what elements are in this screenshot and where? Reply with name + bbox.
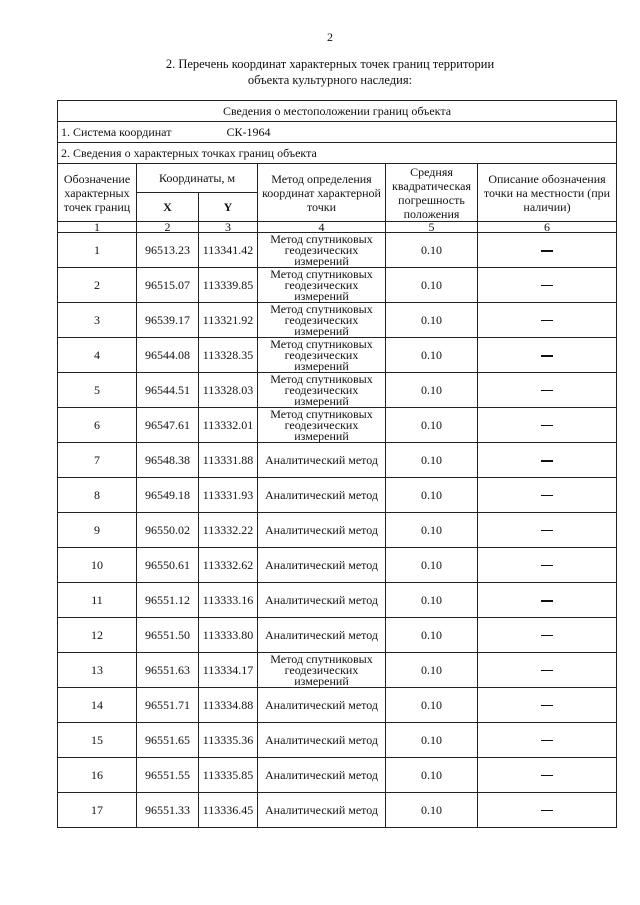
page-number: 2 [327, 30, 333, 44]
accuracy-cell: 0.10 [386, 793, 478, 828]
method-cell: Аналитический метод [258, 513, 386, 548]
empty-dash [541, 495, 553, 496]
y-coordinate: 113334.88 [199, 688, 258, 723]
heading-line-2: объекта культурного наследия: [247, 73, 413, 87]
x-coordinate: 96551.65 [137, 723, 199, 758]
empty-dash [541, 565, 553, 566]
point-number: 8 [58, 478, 137, 513]
x-coordinate: 96548.38 [137, 443, 199, 478]
header-designation: Обозначение характерных точек границ [58, 164, 137, 222]
y-coordinate: 113328.03 [199, 373, 258, 408]
column-number-1: 1 [58, 222, 137, 233]
description-cell [478, 548, 617, 583]
document-heading [0, 56, 640, 88]
method-cell: Аналитический метод [258, 758, 386, 793]
method-cell: Аналитический метод [258, 478, 386, 513]
accuracy-cell: 0.10 [386, 338, 478, 373]
y-coordinate: 113328.35 [199, 338, 258, 373]
empty-dash [541, 810, 553, 811]
y-coordinate: 113333.16 [199, 583, 258, 618]
table-row [58, 303, 617, 338]
x-coordinate: 96544.08 [137, 338, 199, 373]
header-accuracy: Средняя квадратическая погрешность положения [386, 164, 478, 222]
point-number: 11 [58, 583, 137, 618]
method-cell: Метод спутниковых геодезических измерений [258, 408, 386, 443]
empty-dash [541, 460, 553, 462]
point-number: 2 [58, 268, 137, 303]
point-number: 15 [58, 723, 137, 758]
method-cell: Аналитический метод [258, 688, 386, 723]
description-cell [478, 443, 617, 478]
column-number-3: 3 [199, 222, 258, 233]
empty-dash [541, 705, 553, 706]
point-number: 6 [58, 408, 137, 443]
header-coordinates: Координаты, м [137, 164, 258, 193]
accuracy-cell: 0.10 [386, 548, 478, 583]
table-row [58, 233, 617, 268]
accuracy-cell: 0.10 [386, 723, 478, 758]
y-coordinate: 113333.80 [199, 618, 258, 653]
accuracy-cell: 0.10 [386, 688, 478, 723]
description-cell [478, 513, 617, 548]
column-number-2: 2 [137, 222, 199, 233]
accuracy-cell: 0.10 [386, 513, 478, 548]
y-coordinate: 113341.42 [199, 233, 258, 268]
accuracy-cell: 0.10 [386, 443, 478, 478]
table-row [58, 583, 617, 618]
description-cell [478, 478, 617, 513]
description-cell [478, 408, 617, 443]
empty-dash [541, 425, 553, 426]
accuracy-cell: 0.10 [386, 478, 478, 513]
y-coordinate: 113336.45 [199, 793, 258, 828]
coordinate-system-row [58, 122, 617, 143]
method-cell: Метод спутниковых геодезических измерений [258, 373, 386, 408]
x-coordinate: 96550.61 [137, 548, 199, 583]
table-row [58, 268, 617, 303]
empty-dash [541, 530, 553, 531]
x-coordinate: 96551.50 [137, 618, 199, 653]
accuracy-cell: 0.10 [386, 758, 478, 793]
description-cell [478, 688, 617, 723]
description-cell [478, 793, 617, 828]
point-number: 10 [58, 548, 137, 583]
description-cell [478, 618, 617, 653]
table-row [58, 618, 617, 653]
table-row [58, 793, 617, 828]
points-section-label: 2. Сведения о характерных точках границ объекта [58, 143, 617, 164]
header-description: Описание обозначения точки на местности (при наличии) [478, 164, 617, 222]
method-cell: Аналитический метод [258, 583, 386, 618]
method-cell: Аналитический метод [258, 723, 386, 758]
table-row [58, 513, 617, 548]
x-coordinate: 96551.63 [137, 653, 199, 688]
table-row [58, 478, 617, 513]
x-coordinate: 96547.61 [137, 408, 199, 443]
empty-dash [541, 285, 553, 286]
method-cell: Метод спутниковых геодезических измерений [258, 653, 386, 688]
table-row [58, 338, 617, 373]
column-number-5: 5 [386, 222, 478, 233]
x-coordinate: 96513.23 [137, 233, 199, 268]
method-cell: Метод спутниковых геодезических измерений [258, 303, 386, 338]
table-row [58, 443, 617, 478]
header-method: Метод определения координат характерной точки [258, 164, 386, 222]
x-coordinate: 96550.02 [137, 513, 199, 548]
coordinate-system-value: СК-1964 [226, 124, 271, 139]
description-cell [478, 303, 617, 338]
method-cell: Аналитический метод [258, 548, 386, 583]
point-number: 9 [58, 513, 137, 548]
table-row [58, 408, 617, 443]
heading-line-1: 2. Перечень координат характерных точек границ территории [165, 57, 495, 71]
accuracy-cell: 0.10 [386, 618, 478, 653]
y-coordinate: 113339.85 [199, 268, 258, 303]
table-row [58, 723, 617, 758]
y-coordinate: 113332.01 [199, 408, 258, 443]
boundary-points-table [57, 100, 617, 828]
x-coordinate: 96551.12 [137, 583, 199, 618]
method-cell: Аналитический метод [258, 793, 386, 828]
x-coordinate: 96544.51 [137, 373, 199, 408]
description-cell [478, 338, 617, 373]
x-coordinate: 96551.33 [137, 793, 199, 828]
table-row [58, 653, 617, 688]
point-number: 5 [58, 373, 137, 408]
y-coordinate: 113335.36 [199, 723, 258, 758]
y-coordinate: 113332.62 [199, 548, 258, 583]
empty-dash [541, 320, 553, 321]
y-coordinate: 113335.85 [199, 758, 258, 793]
description-cell [478, 653, 617, 688]
description-cell [478, 233, 617, 268]
accuracy-cell: 0.10 [386, 408, 478, 443]
header-x: X [137, 193, 199, 222]
y-coordinate: 113331.88 [199, 443, 258, 478]
x-coordinate: 96551.71 [137, 688, 199, 723]
description-cell [478, 723, 617, 758]
description-cell [478, 758, 617, 793]
empty-dash [541, 250, 553, 252]
description-cell [478, 373, 617, 408]
empty-dash [541, 740, 553, 741]
column-number-6: 6 [478, 222, 617, 233]
empty-dash [541, 390, 553, 391]
accuracy-cell: 0.10 [386, 583, 478, 618]
point-number: 1 [58, 233, 137, 268]
point-number: 16 [58, 758, 137, 793]
y-coordinate: 113331.93 [199, 478, 258, 513]
table-row [58, 548, 617, 583]
accuracy-cell: 0.10 [386, 233, 478, 268]
point-number: 14 [58, 688, 137, 723]
accuracy-cell: 0.10 [386, 653, 478, 688]
column-number-4: 4 [258, 222, 386, 233]
method-cell: Метод спутниковых геодезических измерений [258, 268, 386, 303]
point-number: 7 [58, 443, 137, 478]
method-cell: Аналитический метод [258, 618, 386, 653]
method-cell: Метод спутниковых геодезических измерений [258, 338, 386, 373]
table-row [58, 688, 617, 723]
y-coordinate: 113334.17 [199, 653, 258, 688]
empty-dash [541, 355, 553, 357]
point-number: 3 [58, 303, 137, 338]
table-row [58, 758, 617, 793]
section-title: Сведения о местоположении границ объекта [58, 101, 617, 122]
point-number: 12 [58, 618, 137, 653]
x-coordinate: 96549.18 [137, 478, 199, 513]
description-cell [478, 583, 617, 618]
x-coordinate: 96539.17 [137, 303, 199, 338]
y-coordinate: 113332.22 [199, 513, 258, 548]
x-coordinate: 96551.55 [137, 758, 199, 793]
accuracy-cell: 0.10 [386, 303, 478, 338]
accuracy-cell: 0.10 [386, 268, 478, 303]
table-row [58, 373, 617, 408]
method-cell: Аналитический метод [258, 443, 386, 478]
accuracy-cell: 0.10 [386, 373, 478, 408]
point-number: 13 [58, 653, 137, 688]
point-number: 17 [58, 793, 137, 828]
description-cell [478, 268, 617, 303]
x-coordinate: 96515.07 [137, 268, 199, 303]
coordinate-system-label: 1. Система координат [61, 124, 172, 139]
empty-dash [541, 775, 553, 776]
method-cell: Метод спутниковых геодезических измерений [258, 233, 386, 268]
point-number: 4 [58, 338, 137, 373]
empty-dash [541, 670, 553, 671]
header-y: Y [199, 193, 258, 222]
y-coordinate: 113321.92 [199, 303, 258, 338]
empty-dash [541, 600, 553, 602]
empty-dash [541, 635, 553, 636]
